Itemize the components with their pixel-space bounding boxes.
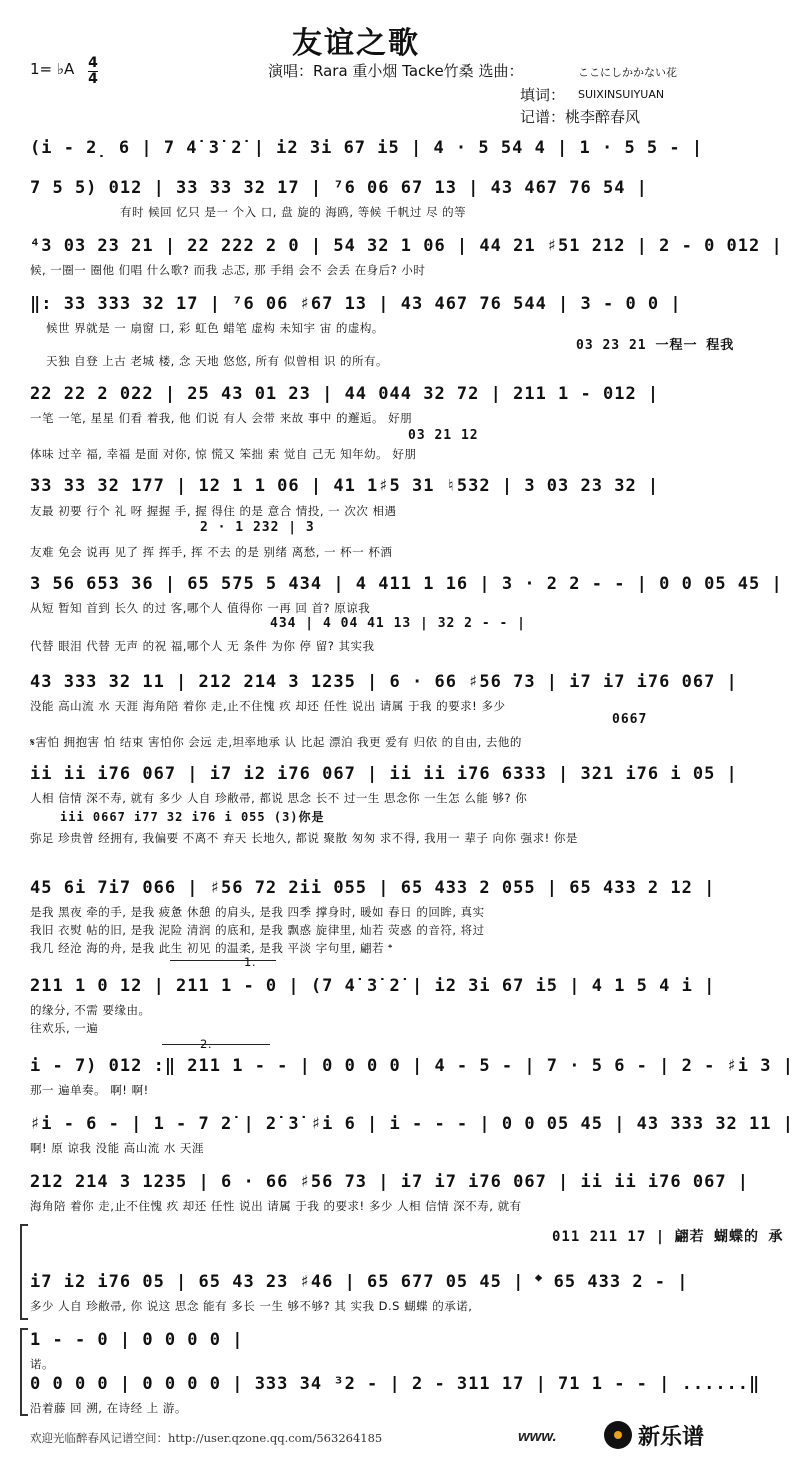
- cue-notes: 434 | 4 04 41 13 | 32 2 - - |: [270, 616, 526, 631]
- notation-line: ♯i - 6 - | 1 - 7 2̇ | 2̇ 3̇ ♯i 6 | i - - - | 0 0 05 45 | 43 333 32 11 |: [30, 1114, 794, 1134]
- notation-line: 211 1 0 12 | 211 1 - 0 | (7 4̇ 3̇ 2̇ | i2 3i 67 i5 | 4 1 5 4 i |: [30, 976, 716, 996]
- cue-notes: iii 0667 i77 32 i76 i 055 (3)你是: [60, 810, 325, 824]
- notation-line: 22 22 2 022 | 25 43 01 23 | 44 044 32 72 | 211 1 - 012 |: [30, 384, 660, 404]
- notation-line: 1 - - 0 | 0 0 0 0 |: [30, 1330, 244, 1350]
- notation-line: 33 33 32 177 | 12 1 1 06 | 41 1♯5 31 ♮532 | 3 03 23 32 |: [30, 476, 660, 496]
- volta-number: 2.: [200, 1037, 212, 1051]
- notation-line: i7 i2 i76 05 | 65 43 23 ♯46 | 65 677 05 45 | 𝄌 65 433 2 - |: [30, 1272, 689, 1292]
- lyric-line: 弥足 珍贵曾 经拥有, 我偏要 不离不 弃天 长地久, 都说 聚散 匆匆 求不得, 我用一 辈子 向你 强求! 你是: [30, 831, 578, 845]
- notation-line: i - 7) 012 :‖ 211 1 - - | 0 0 0 0 | 4 - 5 - | 7 · 5 6 - | 2 - ♯i 3 |: [30, 1056, 794, 1076]
- time-signature: [88, 56, 98, 86]
- key-signature: 1= ♭A: [30, 60, 75, 78]
- time-signature-top: 4: [88, 55, 98, 71]
- volta-bracket: [170, 960, 276, 961]
- lyric-line: 体味 过辛 福, 幸福 是面 对你, 惊 慌又 笨拙 索 觉自 己无 知年幼。 好朋: [30, 447, 417, 461]
- lyric-line: 一笔 一笔, 星星 们看 着我, 他 们说 有人 会带 来故 事中 的邂逅。 好朋: [30, 411, 413, 425]
- lyric-line: 候世 界就是 一 扇窗 口, 彩 虹色 蜡笔 虚构 未知宇 宙 的虚构。: [46, 321, 384, 335]
- lyric-line: 我旧 衣熨 帖的旧, 是我 泥险 清润 的底和, 是我 飘惑 旋律里, 灿若 荧惑 的音符, 将过: [30, 923, 485, 937]
- lyric-line: 海角陪 着你 走,止不住愧 疚 却还 任性 说出 请属 于我 的要求! 多少 人相 信情 深不寿, 就有: [30, 1199, 522, 1213]
- lyric-line: 啊! 原 谅我 没能 高山流 水 天涯: [30, 1141, 205, 1155]
- lyric-line: 友难 免会 说再 见了 挥 挥手, 挥 不去 的是 别绪 离愁, 一 杯一 杯酒: [30, 545, 393, 559]
- lyric-line: 没能 高山流 水 天涯 海角陪 着你 走,止不住愧 疚 却还 任性 说出 请属 于我 的要求! 多少: [30, 699, 506, 713]
- system-brace: [20, 1224, 28, 1320]
- lyric-line: 人相 信情 深不寿, 就有 多少 人自 珍敝帚, 都说 思念 长不 过一生 思念你 一生怎 么能 够? 你: [30, 791, 528, 805]
- lyric-line: 多少 人自 珍敝帚, 你 说这 思念 能有 多长 一生 够不够? 其 实我 D.S 蝴蝶 的承诺,: [30, 1299, 473, 1313]
- cue-notes: 2 · 1 232 | 3: [200, 520, 315, 535]
- notation-line: 45 6i 7i7 066 | ♯56 72 2ii 055 | 65 433 2 055 | 65 433 2 12 |: [30, 878, 716, 898]
- lyric-line: 往欢乐, 一遍: [30, 1021, 99, 1035]
- lyric-line: 候, 一圈一 圈他 们唱 什么歌? 而我 忐忑, 那 手绢 会不 会丢 在身后? 小时: [30, 263, 426, 277]
- notation-line: 212 214 3 1235 | 6 · 66 ♯56 73 | i7 i7 i76 067 | ii ii i76 067 |: [30, 1172, 750, 1192]
- cue-notes: 011 211 17 | 翩若 蝴蝶的 承: [552, 1229, 784, 1245]
- lyric-line: 有时 候回 忆只 是一 个入 口, 盘 旋的 海鸥, 等候 千帆过 尽 的等: [120, 205, 467, 219]
- lyric-line: 𝄋害怕 拥抱害 怕 结束 害怕你 会远 走,坦率地承 认 比起 漂泊 我更 爱有 归依 的自由, 去他的: [30, 735, 522, 749]
- lyric-line: 那一 遍单奏。 啊! 啊!: [30, 1083, 149, 1097]
- lyric-line: 诺。: [30, 1357, 54, 1371]
- lyric-line: 友最 初要 行个 礼 呀 握握 手, 握 得住 的是 意合 情投, 一 次次 相遇: [30, 504, 397, 518]
- lyric-line: 的缘分, 不需 要缘由。: [30, 1003, 151, 1017]
- cue-notes: 03 23 21 一程一 程我: [576, 338, 735, 353]
- song-source-credit: ここにしかかない花: [578, 66, 677, 79]
- volta-bracket: [162, 1044, 270, 1045]
- system-brace: [20, 1328, 28, 1416]
- lyric-line: 沿着藤 回 溯, 在诗经 上 游。: [30, 1401, 187, 1415]
- notation-line: ii ii i76 067 | i7 i2 i76 067 | ii ii i76 6333 | 321 i76 i 05 |: [30, 764, 738, 784]
- cue-notes: 0667: [612, 712, 648, 727]
- notation-line: ⁴3 03 23 21 | 22 222 2 0 | 54 32 1 06 | 44 21 ♯51 212 | 2 - 0 012 |: [30, 236, 783, 256]
- notation-line: (i - 2̣ 6 | 7 4̇ 3̇ 2̇ | i2 3i 67 i5 | 4 · 5 54 4 | 1 · 5 5 - |: [30, 138, 704, 158]
- transcriber-credit: 记谱：桃李醉春风: [520, 108, 641, 126]
- lyricist-name: SUIXINSUIYUAN: [578, 88, 665, 101]
- singer-credit: 演唱：Rara 重小烟 Tacke竹桑 选曲：: [268, 62, 524, 80]
- cue-notes: 03 21 12: [408, 428, 479, 443]
- record-disc-icon: [604, 1421, 632, 1449]
- lyric-line: 从短 暂知 首到 长久 的过 客,哪个人 值得你 一再 回 首? 原谅我: [30, 601, 371, 615]
- lyric-line: 代替 眼泪 代替 无声 的祝 福,哪个人 无 条件 为你 停 留? 其实我: [30, 639, 375, 653]
- footer-website: www.: [518, 1428, 557, 1445]
- lyricist-label: 填词：: [520, 86, 566, 104]
- notation-line: ‖: 33 333 32 17 | ⁷6 06 ♯67 13 | 43 467 76 544 | 3 - 0 0 |: [30, 294, 682, 314]
- lyric-line: 我几 经沧 海的舟, 是我 此生 初见 的温柔, 是我 平淡 字句里, 翩若 𝄌: [30, 941, 393, 955]
- time-signature-bottom: 4: [88, 71, 98, 87]
- lyric-line: 是我 黑夜 牵的手, 是我 疲惫 休憩 的肩头, 是我 四季 撑身时, 暖如 春日 的回眸, 真实: [30, 905, 485, 919]
- notation-line: 0 0 0 0 | 0 0 0 0 | 333 34 ³2 - | 2 - 311 17 | 71 1 - - | ......‖: [30, 1374, 761, 1394]
- footer-text: 欢迎光临醉春风记谱空间：http://user.qzone.qq.com/563264185: [30, 1431, 383, 1445]
- brand-name: 新乐谱: [637, 1424, 704, 1450]
- volta-number: 1.: [244, 955, 256, 969]
- song-title: 友谊之歌: [292, 26, 420, 61]
- notation-line: 3 56 653 36 | 65 575 5 434 | 4 411 1 16 | 3 · 2 2 - - | 0 0 05 45 |: [30, 574, 783, 594]
- notation-line: 7 5 5) 012 | 33 33 32 17 | ⁷6 06 67 13 | 43 467 76 54 |: [30, 178, 648, 198]
- notation-line: 43 333 32 11 | 212 214 3 1235 | 6 · 66 ♯56 73 | i7 i7 i76 067 |: [30, 672, 738, 692]
- lyric-line: 天独 自登 上古 老城 楼, 念 天地 悠悠, 所有 似曾相 识 的所有。: [46, 354, 389, 368]
- brand-logo: [604, 1418, 704, 1452]
